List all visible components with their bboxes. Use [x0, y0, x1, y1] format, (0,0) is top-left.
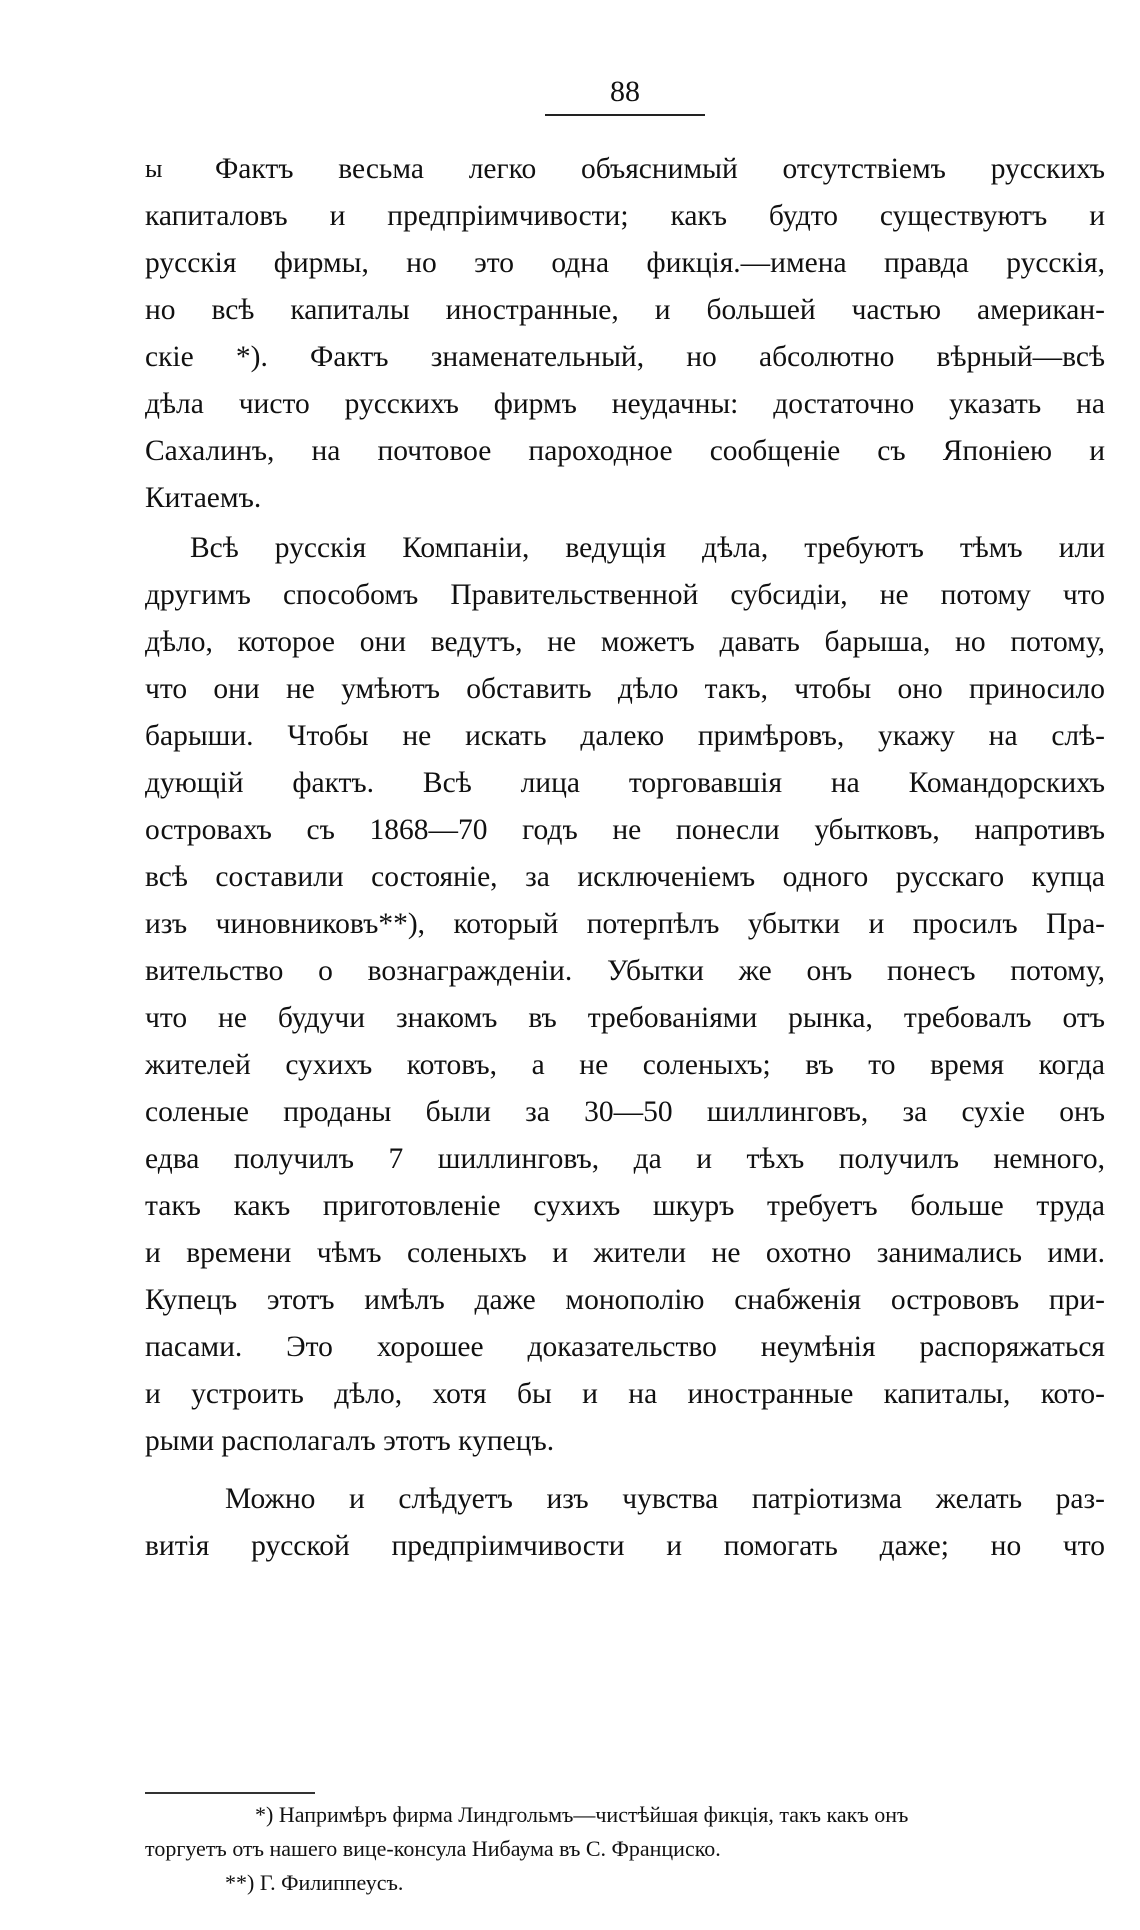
- body-line: капиталовъ и предпріимчивости; какъ будто существуютъ и: [145, 200, 1105, 232]
- body-line: островахъ съ 1868—70 годъ не понесли убытковъ, напротивъ: [145, 814, 1105, 846]
- body-line: Всѣ русскія Компаніи, ведущія дѣла, требуютъ тѣмъ или: [190, 532, 1105, 564]
- body-line: дѣла чисто русскихъ фирмъ неудачны: достаточно указать на: [145, 388, 1105, 420]
- body-line: такъ какъ приготовленіе сухихъ шкуръ требуетъ больше труда: [145, 1190, 1105, 1222]
- page-number-rule: [545, 114, 705, 116]
- body-line: витія русской предпріимчивости и помогать даже; но что: [145, 1530, 1105, 1562]
- body-line: и устроить дѣло, хотя бы и на иностранные капиталы, кото-: [145, 1378, 1105, 1410]
- body-line: Купецъ этотъ имѣлъ даже монополію снабженія острововъ при-: [145, 1284, 1105, 1316]
- body-line: соленые проданы были за 30—50 шиллинговъ, за сухіе онъ: [145, 1096, 1105, 1128]
- body-line: дѣло, которое они ведутъ, не можетъ давать барыша, но потому,: [145, 626, 1105, 658]
- body-line: барыши. Чтобы не искать далеко примѣровъ, укажу на слѣ-: [145, 720, 1105, 752]
- body-line: жителей сухихъ котовъ, а не соленыхъ; въ то время когда: [145, 1049, 1105, 1081]
- body-line: но всѣ капиталы иностранные, и большей частью американ-: [145, 294, 1105, 326]
- body-line: Сахалинъ, на почтовое пароходное сообщеніе съ Японіею и: [145, 435, 1105, 467]
- body-line: что не будучи знакомъ въ требованіями рынка, требовалъ отъ: [145, 1002, 1105, 1034]
- footnote-rule: [145, 1792, 315, 1794]
- body-line: пасами. Это хорошее доказательство неумѣнія распоряжаться: [145, 1331, 1105, 1363]
- body-line: едва получилъ 7 шиллинговъ, да и тѣхъ получилъ немного,: [145, 1143, 1105, 1175]
- body-line: другимъ способомъ Правительственной субсидіи, не потому что: [145, 579, 1105, 611]
- footnote: торгуетъ отъ нашего вице-консула Нибаума въ С. Франциско.: [145, 1836, 721, 1861]
- body-line: Китаемъ.: [145, 482, 262, 514]
- body-line: скіе *). Фактъ знаменательный, но абсолютно вѣрный—всѣ: [145, 341, 1105, 373]
- margin-mark: ы: [145, 154, 163, 183]
- body-line: русскія фирмы, но это одна фикція.—имена правда русскія,: [145, 247, 1105, 279]
- body-line: Фактъ весьма легко объяснимый отсутствіемъ русскихъ: [215, 153, 1105, 185]
- body-line: вительство о вознагражденіи. Убытки же онъ понесъ потому,: [145, 955, 1105, 987]
- body-line: что они не умѣютъ обставить дѣло такъ, чтобы оно приносило: [145, 673, 1105, 705]
- body-line: изъ чиновниковъ**), который потерпѣлъ убытки и просилъ Пра-: [145, 908, 1105, 940]
- body-line: всѣ составили состояніе, за исключеніемъ одного русскаго купца: [145, 861, 1105, 893]
- body-line: и времени чѣмъ соленыхъ и жители не охотно занимались ими.: [145, 1237, 1105, 1269]
- body-line: Можно и слѣдуетъ изъ чувства патріотизма желать раз-: [225, 1483, 1105, 1515]
- footnote: *) Напримѣръ фирма Линдгольмъ—чистѣйшая фикція, такъ какъ онъ: [255, 1802, 909, 1827]
- page-number: 88: [610, 75, 640, 108]
- footnote: **) Г. Филиппеусъ.: [225, 1870, 404, 1895]
- body-line: дующій фактъ. Всѣ лица торговавшія на Командорскихъ: [145, 767, 1105, 799]
- body-line: рыми располагалъ этотъ купецъ.: [145, 1425, 555, 1457]
